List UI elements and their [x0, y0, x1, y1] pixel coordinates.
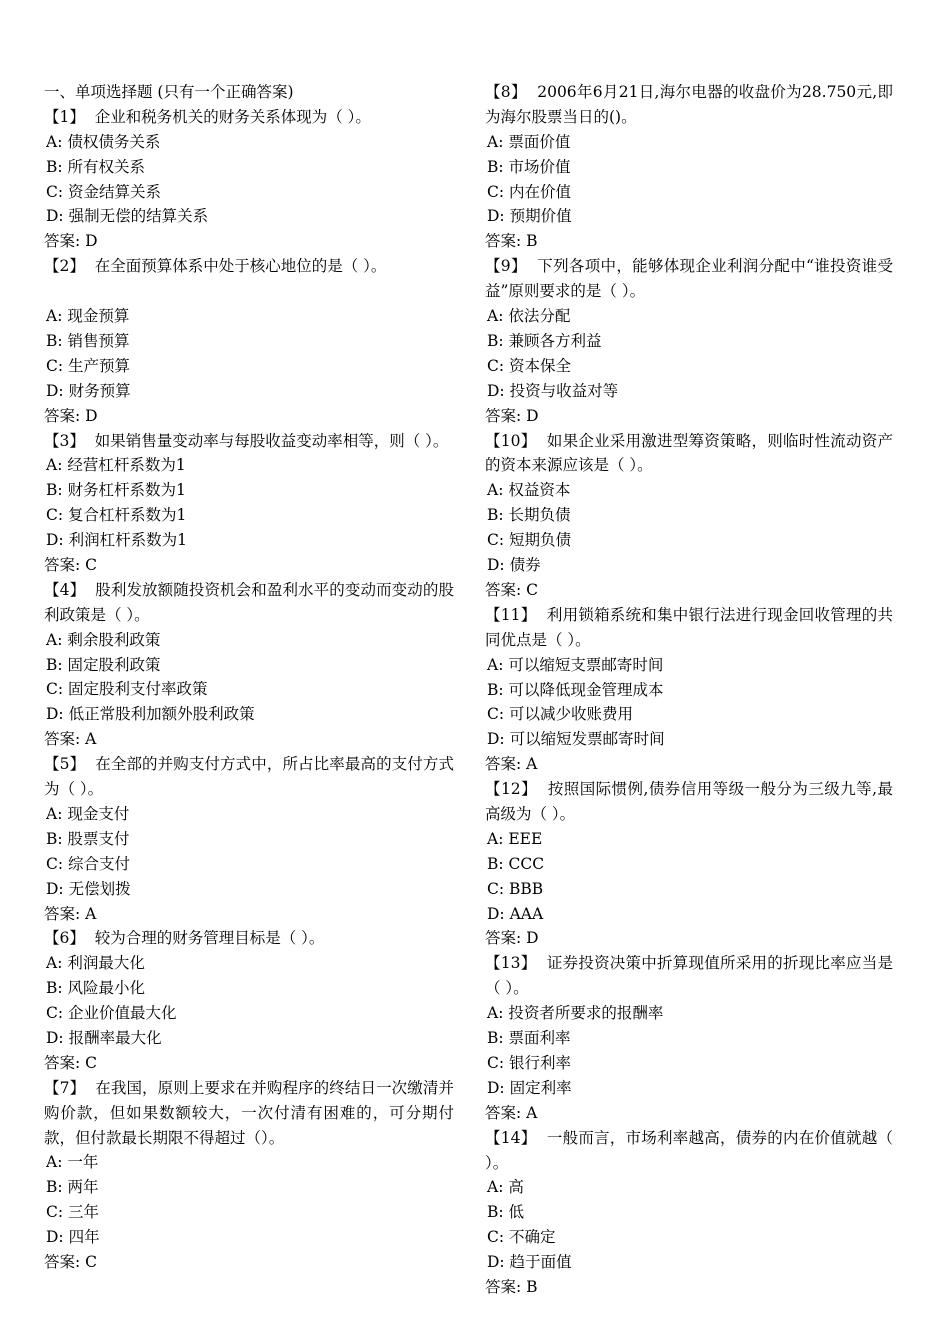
question-block: [485, 603, 893, 777]
answer-option: D: AAA: [487, 904, 544, 923]
answer-label: 答案:: [485, 929, 527, 948]
answer-label: 答案:: [485, 580, 527, 599]
answer-option: C: 三年: [46, 1203, 100, 1222]
answer-label: 答案:: [485, 232, 527, 251]
question-block: [485, 951, 893, 1125]
answer-option: C: 短期负债: [487, 531, 572, 550]
answer-value: D: [85, 232, 98, 251]
answer-option: B: 兼顾各方利益: [487, 331, 602, 350]
question-number: 【3】: [44, 431, 85, 450]
answer-option: B: 低: [487, 1203, 525, 1222]
question-number: 【1】: [44, 107, 85, 126]
answer-label: 答案:: [44, 730, 86, 749]
answer-value: A: [85, 904, 97, 923]
answer-option: D: 固定利率: [487, 1078, 572, 1097]
question-stem: [485, 1126, 893, 1176]
answer-option: C: 银行利率: [487, 1053, 572, 1072]
answer-option: A: 一年: [46, 1153, 99, 1172]
answer-option: D: 低正常股利加额外股利政策: [46, 705, 255, 724]
answer-option: A: 经营杠杆系数为1: [46, 456, 186, 475]
question-stem: [44, 254, 454, 279]
question-number: 【6】: [44, 929, 85, 948]
answer-option: A: 利润最大化: [46, 954, 145, 973]
question-number: 【10】: [485, 431, 537, 450]
answer-option: C: BBB: [487, 879, 544, 898]
answer-value: C: [85, 1253, 98, 1272]
question-text: 利用锁箱系统和集中银行法进行现金回收管理的共同优点是（ ）。: [485, 605, 893, 649]
answer-line: [44, 229, 454, 254]
answer-option: B: 两年: [46, 1178, 99, 1197]
answer-option: C: 资本保全: [487, 356, 572, 375]
answer-label: 答案:: [44, 555, 86, 574]
question-number: 【11】: [485, 605, 537, 624]
question-block: [485, 254, 893, 428]
question-number: 【4】: [44, 580, 86, 599]
answer-option: B: CCC: [487, 854, 545, 873]
answer-option: D: 利润杠杆系数为1: [46, 531, 187, 550]
question-text: 在全面预算体系中处于核心地位的是（ ）。: [94, 257, 387, 276]
answer-label: 答案:: [44, 904, 86, 923]
answer-option: C: 固定股利支付率政策: [46, 680, 208, 699]
right-column: [485, 80, 893, 1300]
answer-value: C: [526, 580, 539, 599]
question-number: 【7】: [44, 1078, 86, 1097]
question-stem: [44, 1076, 454, 1151]
answer-option: D: 报酬率最大化: [46, 1028, 162, 1047]
question-number: 【13】: [485, 954, 537, 973]
answer-line: [485, 578, 893, 603]
question-block: [44, 429, 454, 578]
answer-option: A: 权益资本: [487, 481, 571, 500]
question-stem: [44, 105, 454, 130]
question-text: 下列各项中，能够体现企业利润分配中“谁投资谁受益”原则要求的是（ ）。: [485, 257, 893, 301]
answer-option: A: 现金支付: [46, 804, 130, 823]
answer-line: [485, 229, 893, 254]
blank-line: [44, 279, 454, 304]
answer-option: A: 高: [487, 1178, 524, 1197]
answer-option: B: 财务杠杆系数为1: [46, 481, 186, 500]
answer-option: D: 强制无偿的结算关系: [46, 207, 209, 226]
answer-line: [485, 926, 893, 951]
answer-line: [485, 1101, 893, 1126]
answer-line: [485, 404, 893, 429]
answer-option: C: 不确定: [487, 1228, 556, 1247]
answer-value: A: [526, 1103, 538, 1122]
answer-line: [485, 752, 893, 777]
question-block: [44, 926, 454, 1075]
answer-label: 答案:: [485, 1103, 527, 1122]
question-text: 2006年6月21日,海尔电器的收盘价为28.750元,即为海尔股票当日的()。: [485, 83, 893, 126]
answer-line: [485, 1275, 893, 1300]
question-text: 一般而言，市场利率越高，债券的内在价值就越（ ）。: [485, 1128, 893, 1172]
answer-option: C: 可以减少收账费用: [487, 705, 634, 724]
question-stem: [44, 578, 454, 628]
question-text: 较为合理的财务管理目标是（ ）。: [94, 929, 325, 948]
answer-label: 答案:: [44, 232, 86, 251]
answer-option: C: 内在价值: [487, 182, 572, 201]
answer-option: A: 票面价值: [487, 132, 571, 151]
answer-option: D: 可以缩短发票邮寄时间: [487, 730, 665, 749]
answer-value: A: [85, 730, 97, 749]
question-text: 证券投资决策中折算现值所采用的折现比率应当是（ ）。: [485, 954, 893, 998]
answer-option: D: 财务预算: [46, 381, 131, 400]
answer-option: A: 可以缩短支票邮寄时间: [487, 655, 664, 674]
answer-label: 答案:: [44, 1053, 86, 1072]
answer-value: A: [526, 755, 538, 774]
question-stem: [44, 429, 454, 454]
question-block: [485, 1126, 893, 1300]
question-text: 股利发放额随投资机会和盈利水平的变动而变动的股利政策是（ ）。: [44, 580, 454, 624]
answer-option: C: 综合支付: [46, 854, 131, 873]
question-stem: [485, 429, 893, 479]
question-text: 在我国，原则上要求在并购程序的终结日一次缴清并购价款，但如果数额较大，一次付清有困难的，可分期付款，但付款最长期限不得超过（）。: [44, 1078, 454, 1147]
answer-option: C: 企业价值最大化: [46, 1004, 177, 1023]
question-number: 【5】: [44, 755, 86, 774]
answer-option: A: 剩余股利政策: [46, 630, 161, 649]
question-stem: [485, 254, 893, 304]
answer-option: B: 长期负债: [487, 506, 571, 525]
right-question-list: [485, 80, 893, 1300]
question-block: [485, 777, 893, 951]
answer-option: A: 债权债务关系: [46, 132, 161, 151]
answer-option: B: 固定股利政策: [46, 655, 161, 674]
answer-value: C: [85, 555, 98, 574]
answer-line: [44, 727, 454, 752]
question-number: 【8】: [485, 83, 527, 101]
question-block: [485, 429, 893, 603]
answer-line: [44, 902, 454, 927]
question-block: [44, 752, 454, 926]
question-text: 企业和税务机关的财务关系体现为（ ）。: [94, 107, 371, 126]
answer-option: C: 资金结算关系: [46, 182, 162, 201]
answer-value: B: [526, 232, 538, 251]
answer-option: A: 依法分配: [487, 307, 571, 326]
question-stem: [44, 752, 454, 802]
answer-option: B: 票面利率: [487, 1029, 571, 1048]
answer-option: B: 市场价值: [487, 157, 571, 176]
answer-option: D: 投资与收益对等: [487, 381, 619, 400]
question-text: 在全部的并购支付方式中，所占比率最高的支付方式为（ ）。: [44, 755, 454, 799]
section-title: 一、单项选择题 (只有一个正确答案): [44, 83, 294, 101]
answer-option: D: 预期价值: [487, 207, 572, 226]
question-block: [44, 254, 454, 428]
answer-option: A: 投资者所要求的报酬率: [487, 1004, 664, 1023]
answer-value: C: [85, 1053, 98, 1072]
answer-option: C: 复合杠杆系数为1: [46, 506, 187, 525]
answer-option: A: 现金预算: [46, 307, 130, 326]
question-stem: [44, 926, 454, 951]
question-stem: [485, 80, 893, 130]
answer-value: D: [85, 406, 98, 425]
answer-value: B: [526, 1277, 538, 1296]
answer-label: 答案:: [485, 755, 527, 774]
answer-option: B: 可以降低现金管理成本: [487, 680, 664, 699]
answer-label: 答案:: [44, 406, 86, 425]
answer-option: B: 股票支付: [46, 829, 130, 848]
answer-line: [44, 404, 454, 429]
answer-line: [44, 553, 454, 578]
answer-label: 答案:: [485, 1277, 527, 1296]
answer-value: D: [526, 406, 539, 425]
question-text: 如果销售量变动率与每股收益变动率相等，则（ ）。: [94, 431, 449, 450]
answer-label: 答案:: [485, 406, 527, 425]
question-stem: [485, 951, 893, 1001]
question-number: 【9】: [485, 257, 527, 276]
answer-option: A: EEE: [487, 829, 543, 848]
question-number: 【14】: [485, 1128, 537, 1147]
answer-option: D: 趋于面值: [487, 1253, 572, 1272]
answer-option: B: 所有权关系: [46, 157, 146, 176]
question-block: [44, 1076, 454, 1275]
question-block: [44, 578, 454, 752]
question-text: 如果企业采用激进型筹资策略，则临时性流动资产的资本来源应该是（ ）。: [485, 431, 893, 475]
question-number: 【2】: [44, 257, 85, 276]
answer-option: C: 生产预算: [46, 356, 131, 375]
question-stem: [485, 777, 893, 827]
question-number: 【12】: [485, 780, 538, 799]
left-question-list: [44, 105, 454, 1275]
question-stem: [485, 603, 893, 653]
left-column: [44, 80, 454, 1275]
answer-option: D: 债券: [487, 556, 541, 575]
answer-option: D: 四年: [46, 1228, 100, 1247]
question-block: [44, 105, 454, 254]
question-block: [485, 80, 893, 254]
answer-option: B: 风险最小化: [46, 979, 146, 998]
answer-label: 答案:: [44, 1253, 86, 1272]
answer-option: B: 销售预算: [46, 331, 130, 350]
question-text: 按照国际惯例,债券信用等级一般分为三级九等,最高级为（ ）。: [485, 780, 893, 823]
answer-line: [44, 1250, 454, 1275]
answer-value: D: [526, 929, 539, 948]
answer-line: [44, 1051, 454, 1076]
answer-option: D: 无偿划拨: [46, 879, 131, 898]
